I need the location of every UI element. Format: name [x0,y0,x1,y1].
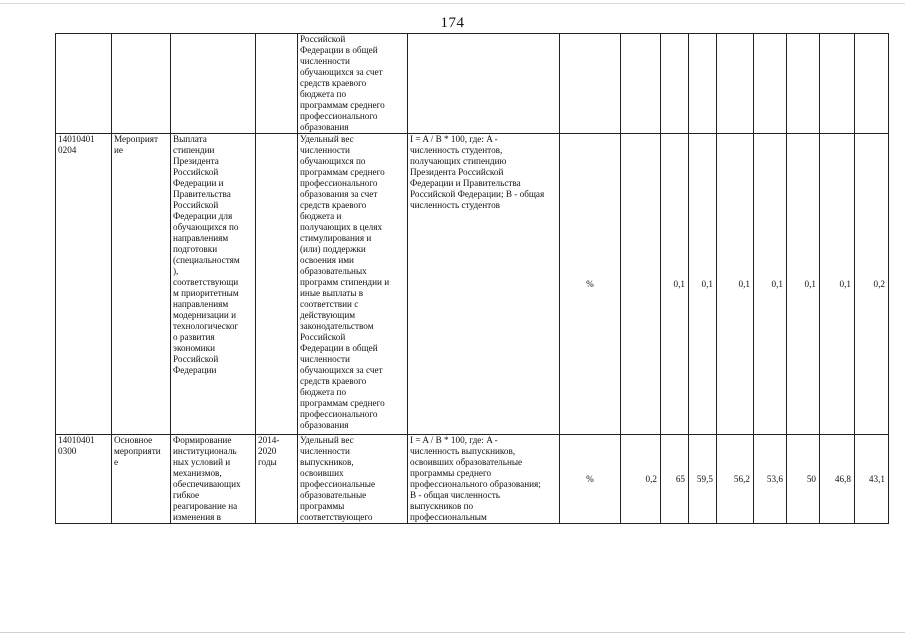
row-code-cell [56,34,112,134]
row-code-cell: 14010401 0204 [56,134,112,435]
row-value-cell [621,134,661,435]
row-value-cell [621,34,661,134]
row-indicator-cell: Удельный вес численности обучающихся по программам среднего профессионального образования за счет средств краевого бюджета и получающих в целях стимулирования и (или) поддержки освоения ими образовательных программ стипендии и иные выплаты в соответствии с действующим законодательством Российской Федерации в общей численности обучающихся за счет средств краевого бюджета по программам среднего профессионального образования [298,134,408,435]
scan-bottom-edge [0,632,905,633]
table-row [56,435,889,524]
row-value-cell: 0,1 [754,134,787,435]
row-unit-cell: % [560,435,621,524]
row-period-cell [256,134,298,435]
row-status-cell: Основное мероприяти е [112,435,171,524]
row-period-cell: 2014- 2020 годы [256,435,298,524]
row-formula-cell: I = A / B * 100, где: A - численность студентов, получающих стипендию Президента Российской Федерации и Правительства Российской Федерации; B - общая численность студентов [408,134,560,435]
table-row [56,34,889,134]
row-value-cell: 46,8 [820,435,855,524]
row-formula-cell: I = A / B * 100, где: A - численность выпускников, освоивших образовательные программы среднего профессионального образования; B - общая численность выпускников по профессиональным [408,435,560,524]
program-indicators-table [55,33,889,524]
row-unit-cell [560,34,621,134]
row-value-cell: 59,5 [689,435,717,524]
row-value-cell: 53,6 [754,435,787,524]
row-value-cell: 0,2 [855,134,889,435]
row-value-cell: 0,1 [689,134,717,435]
row-indicator-cell: Удельный вес численности выпускников, освоивших профессиональные образовательные программы соответствующего [298,435,408,524]
row-name-cell: Формирование институциональ ных условий и механизмов, обеспечивающих гибкое реагирование на изменения в [171,435,256,524]
row-value-cell: 0,1 [661,134,689,435]
scan-top-edge [0,3,905,4]
row-code-cell: 14010401 0300 [56,435,112,524]
row-value-cell [855,34,889,134]
row-value-cell [787,34,820,134]
row-indicator-cell: Российской Федерации в общей численности обучающихся за счет средств краевого бюджета по программам среднего профессионального образования [298,34,408,134]
row-value-cell: 50 [787,435,820,524]
row-value-cell [689,34,717,134]
row-value-cell [661,34,689,134]
row-value-cell: 0,1 [787,134,820,435]
row-value-cell: 0,2 [621,435,661,524]
row-value-cell: 65 [661,435,689,524]
row-unit-cell: % [560,134,621,435]
table-row [56,134,889,435]
row-value-cell: 43,1 [855,435,889,524]
row-status-cell: Мероприят ие [112,134,171,435]
row-value-cell: 0,1 [717,134,754,435]
row-value-cell: 0,1 [820,134,855,435]
row-period-cell [256,34,298,134]
row-name-cell: Выплата стипендии Президента Российской Федерации и Правительства Российской Федерации для обучающихся по направлениям подготовки (специальностям ), соответствующи м приоритетным направлениям модернизации и технологическог о развития экономики Российской Федерации [171,134,256,435]
row-name-cell [171,34,256,134]
row-status-cell [112,34,171,134]
row-value-cell [754,34,787,134]
row-value-cell [820,34,855,134]
row-formula-cell [408,34,560,134]
row-value-cell [717,34,754,134]
row-value-cell: 56,2 [717,435,754,524]
page-number: 174 [440,15,465,31]
